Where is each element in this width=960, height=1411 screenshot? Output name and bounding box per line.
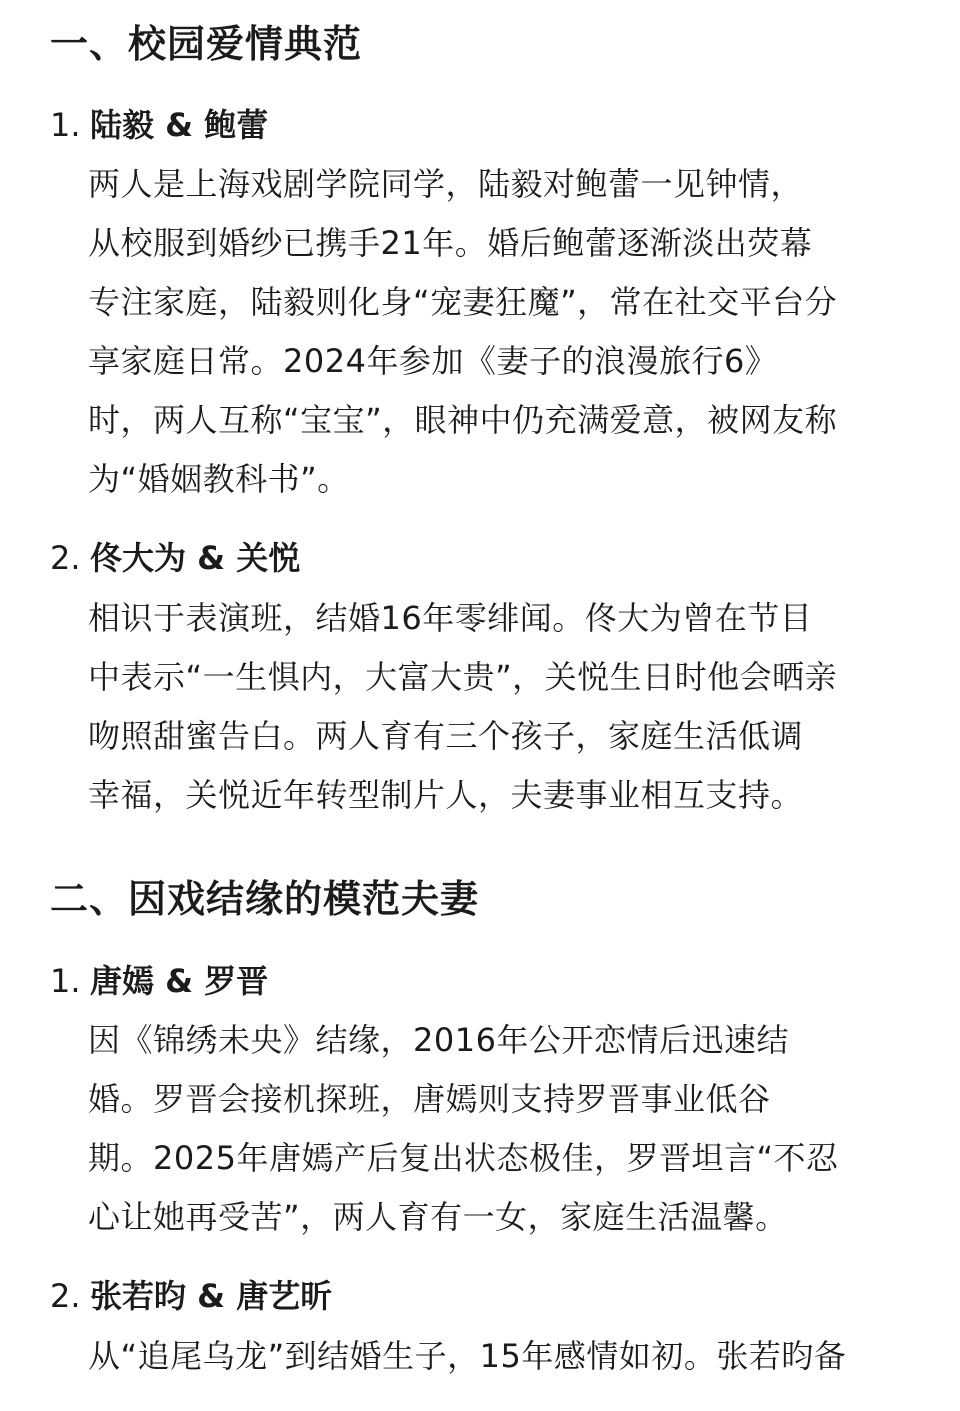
item-body-zhang-ruoyun-tang-yixin bbox=[88, 1327, 918, 1386]
item-body-lu-yi-bao-lei bbox=[88, 155, 918, 509]
item-heading: 佟大为 & 关悦 bbox=[90, 539, 301, 577]
item-number: 2. bbox=[50, 1277, 81, 1315]
item-number: 2. bbox=[50, 539, 81, 577]
item-body-tong-dawei-guan-yue bbox=[88, 589, 918, 825]
body-line: 吻照甜蜜告白。两人育有三个孩子，家庭生活低调 bbox=[88, 717, 804, 755]
body-line: 为“婚姻教科书”。 bbox=[88, 460, 350, 498]
body-line: 专注家庭，陆毅则化身“宠妻狂魔”，常在社交平台分 bbox=[88, 283, 838, 321]
item-heading: 唐嫣 & 罗晋 bbox=[90, 962, 269, 1000]
body-line: 中表示“一生惧内，大富大贵”，关悦生日时他会晒亲 bbox=[88, 658, 838, 696]
body-line: 因《锦绣未央》结缘，2016年公开恋情后迅速结 bbox=[88, 1021, 789, 1059]
body-line: 从校服到婚纱已携手21年。婚后鲍蕾逐渐淡出荧幕 bbox=[88, 224, 813, 262]
body-line: 幸福，关悦近年转型制片人，夫妻事业相互支持。 bbox=[88, 776, 804, 814]
item-title-tong-dawei-guan-yue bbox=[50, 537, 300, 579]
body-line: 时，两人互称“宝宝”，眼神中仍充满爱意，被网友称 bbox=[88, 401, 838, 439]
item-heading: 陆毅 & 鲍蕾 bbox=[90, 106, 269, 144]
item-heading: 张若昀 & 唐艺昕 bbox=[90, 1277, 333, 1315]
item-title-tang-yan-luo-jin bbox=[50, 960, 268, 1002]
body-line: 享家庭日常。2024年参加《妻子的浪漫旅行6》 bbox=[88, 342, 778, 380]
item-number: 1. bbox=[50, 962, 81, 1000]
item-title-zhang-ruoyun-tang-yixin bbox=[50, 1275, 332, 1317]
item-body-tang-yan-luo-jin bbox=[88, 1011, 918, 1247]
body-line: 两人是上海戏剧学院同学，陆毅对鲍蕾一见钟情， bbox=[88, 165, 804, 203]
body-line: 从“追尾乌龙”到结婚生子，15年感情如初。张若昀备 bbox=[88, 1337, 847, 1375]
section-title-on-screen-couples: 二、因戏结缘的模范夫妻 bbox=[50, 877, 480, 921]
body-line: 期。2025年唐嫣产后复出状态极佳，罗晋坦言“不忍 bbox=[88, 1139, 839, 1177]
item-title-lu-yi-bao-lei bbox=[50, 104, 268, 146]
item-number: 1. bbox=[50, 106, 81, 144]
body-line: 相识于表演班，结婚16年零绯闻。佟大为曾在节目 bbox=[88, 599, 813, 637]
body-line: 心让她再受苦”，两人育有一女，家庭生活温馨。 bbox=[88, 1198, 788, 1236]
section-title-campus-love: 一、校园爱情典范 bbox=[50, 22, 363, 66]
body-line: 婚。罗晋会接机探班，唐嫣则支持罗晋事业低谷 bbox=[88, 1080, 771, 1118]
